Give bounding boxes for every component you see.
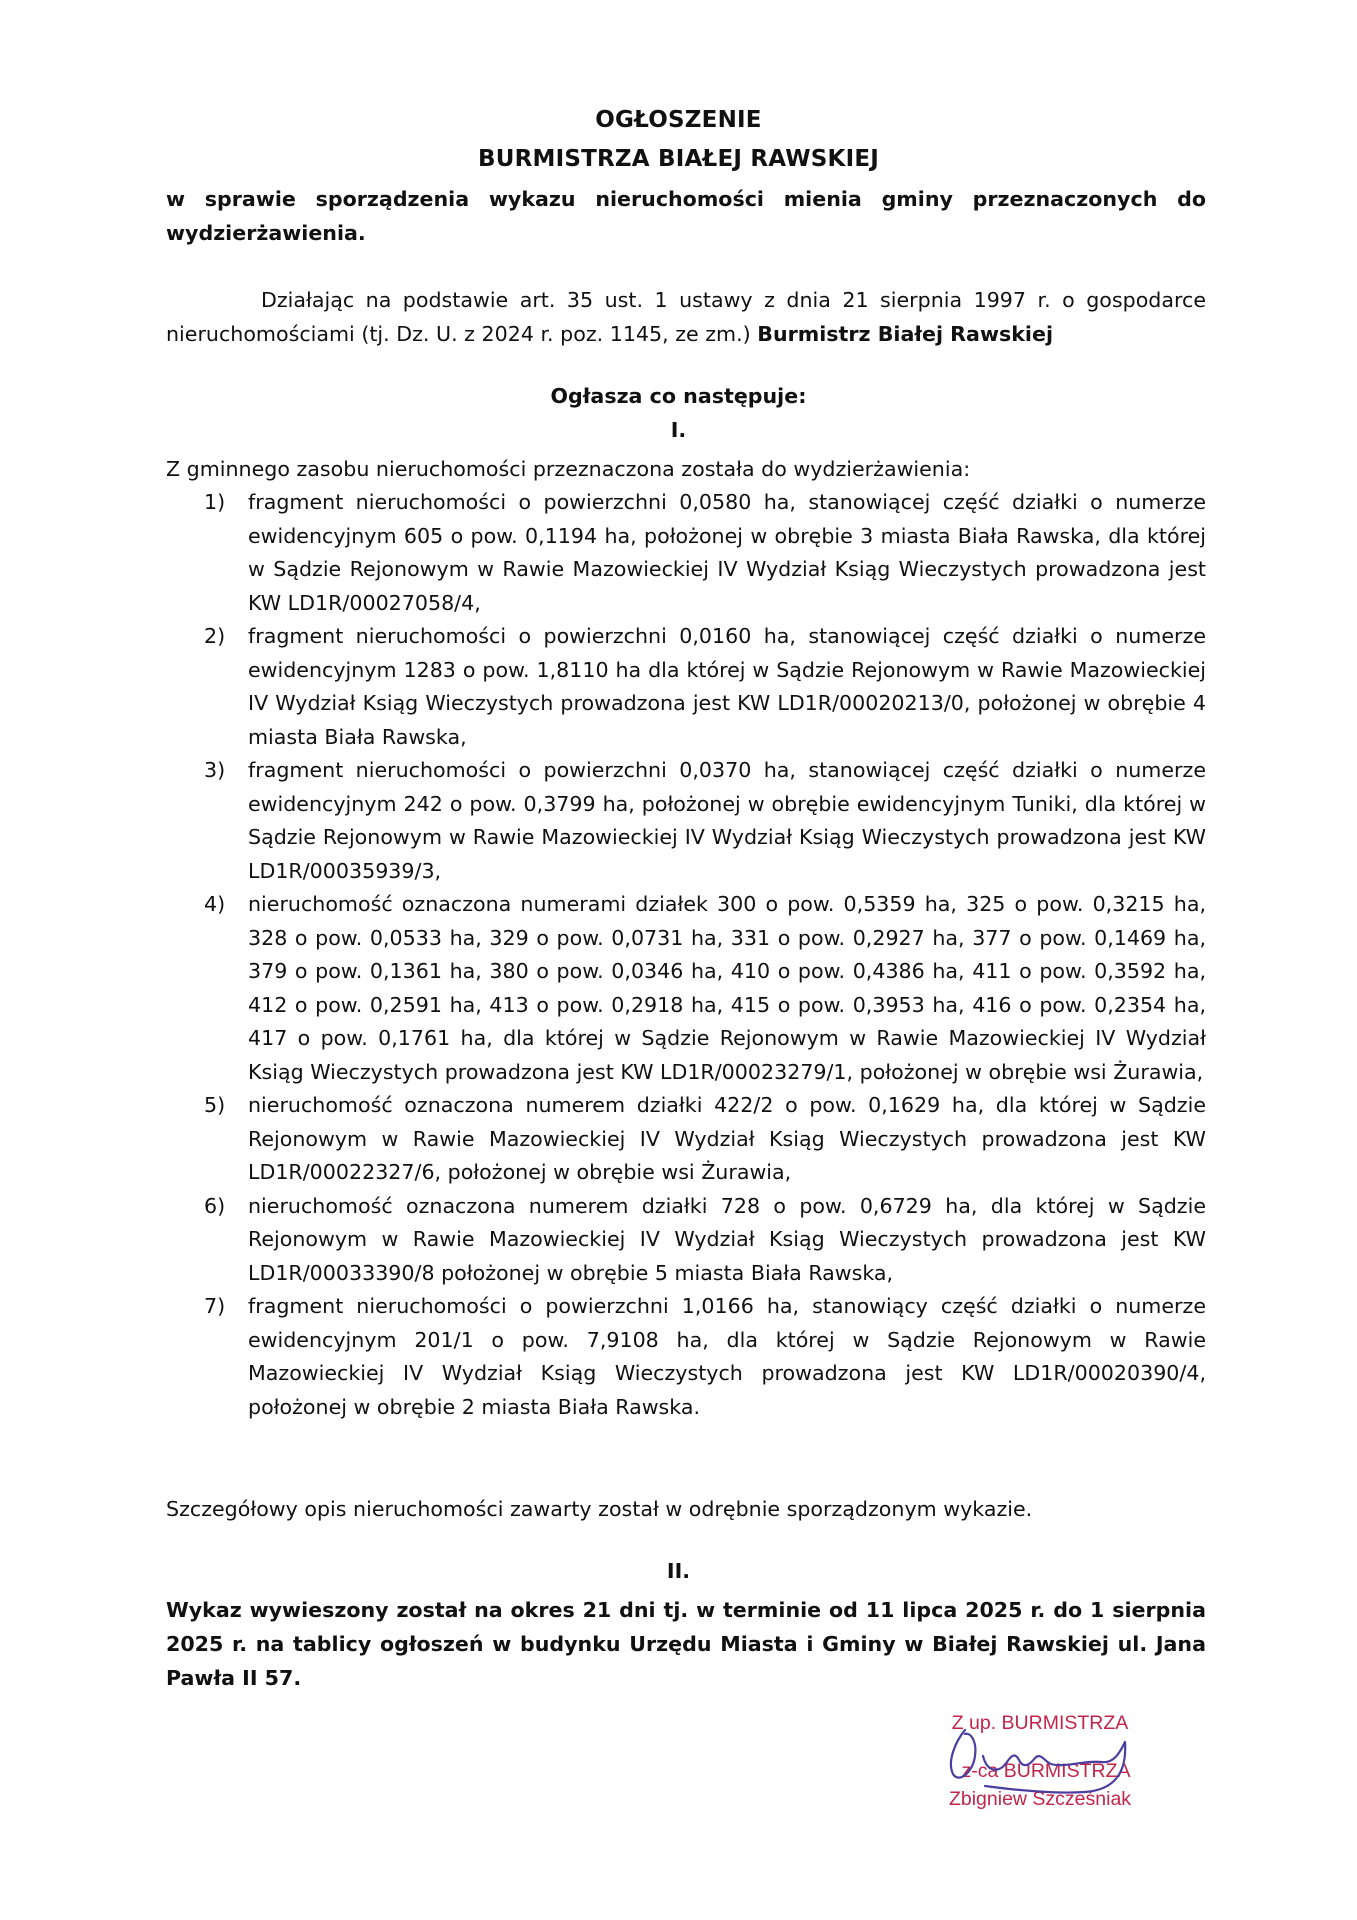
list-item bbox=[166, 754, 1206, 888]
legal-basis-text: Działając na podstawie art. 35 ust. 1 ustawy z dnia 21 sierpnia 1997 r. o gospodarce nieruchomościami (tj. Dz. U. z 2024 r. poz. 1145, ze zm.) bbox=[166, 288, 1206, 346]
list-item-number: 1) bbox=[204, 490, 226, 514]
section-1-numeral: I. bbox=[670, 418, 687, 442]
list-item-number: 7) bbox=[204, 1294, 226, 1318]
stamp-deputy-line: z-ca BURMISTRZA bbox=[961, 1760, 1131, 1782]
announces-heading: Ogłasza co następuje: bbox=[550, 384, 807, 408]
stamp-authority-line: Z up. BURMISTRZA bbox=[951, 1712, 1129, 1734]
list-item-number: 5) bbox=[204, 1093, 226, 1117]
document-title: OGŁOSZENIE bbox=[595, 107, 762, 133]
document-issuer: BURMISTRZA BIAŁEJ RAWSKIEJ bbox=[477, 146, 879, 172]
list-item-text: nieruchomość oznaczona numerem działki 728 o pow. 0,6729 ha, dla której w Sądzie Rejonowym w Rawie Mazowieckiej IV Wydział Ksiąg Wieczystych prowadzona jest KW LD1R/00033390/8 położonej w obrębie 5 miasta Biała Rawska, bbox=[248, 1193, 1206, 1285]
legal-basis-authority: Burmistrz Białej Rawskiej bbox=[757, 322, 1054, 346]
document-subject: w sprawie sporządzenia wykazu nieruchomości mienia gminy przeznaczonych do wydzierżawienia. bbox=[166, 187, 1206, 245]
list-item bbox=[166, 620, 1206, 754]
list-item bbox=[166, 1290, 1206, 1424]
list-item-number: 6) bbox=[204, 1193, 226, 1218]
list-item-number: 2) bbox=[204, 624, 226, 648]
handwritten-signature bbox=[925, 1712, 1165, 1802]
list-item-text: nieruchomość oznaczona numerami działek 300 o pow. 0,5359 ha, 325 o pow. 0,3215 ha, 328 o pow. 0,0533 ha, 329 o pow. 0,0731 ha, 331 o pow. 0,2927 ha, 377 o pow. 0,1469 ha, 379 o pow. 0,1361 ha, 380 o pow. 0,0346 ha, 410 o pow. 0,4386 ha, 411 o pow. 0,3592 ha, 412 o pow. 0,2591 ha, 413 o pow. 0,2918 ha, 415 o pow. 0,3953 ha, 416 o pow. 0,2354 ha, 417 o pow. 0,1761 ha, dla której w Sądzie Rejonowym w Rawie Mazowieckiej IV Wydział Ksiąg Wieczystych prowadzona jest KW LD1R/00023279/1, położonej w obrębie wsi Żurawia, bbox=[248, 892, 1206, 1084]
list-item-text: fragment nieruchomości o powierzchni 0,0580 ha, stanowiącej część działki o numerze ewidencyjnym 605 o pow. 0,1194 ha, położonej w obrębie 3 miasta Biała Rawska, dla której w Sądzie Rejonowym w Rawie Mazowieckiej IV Wydział Ksiąg Wieczystych prowadzona jest KW LD1R/00027058/4, bbox=[248, 490, 1206, 615]
list-item-number: 4) bbox=[204, 892, 226, 916]
list-item-number: 3) bbox=[204, 758, 226, 782]
list-item bbox=[166, 888, 1206, 1089]
list-item-text: nieruchomość oznaczona numerem działki 422/2 o pow. 0,1629 ha, dla której w Sądzie Rejonowym w Rawie Mazowieckiej IV Wydział Ksiąg Wieczystych prowadzona jest KW LD1R/00022327/6, położonej w obrębie wsi Żurawia, bbox=[248, 1093, 1206, 1184]
list-item bbox=[166, 486, 1206, 620]
list-item-text: fragment nieruchomości o powierzchni 0,0370 ha, stanowiącej część działki o numerze ewidencyjnym 242 o pow. 0,3799 ha, położonej w obrębie ewidencyjnym Tuniki, dla której w Sądzie Rejonowym w Rawie Mazowieckiej IV Wydział Ksiąg Wieczystych prowadzona jest KW LD1R/00035939/3, bbox=[248, 758, 1206, 883]
list-item-text: fragment nieruchomości o powierzchni 1,0166 ha, stanowiący część działki o numerze ewidencyjnym 201/1 o pow. 7,9108 ha, dla której w Sądzie Rejonowym w Rawie Mazowieckiej IV Wydział Ksiąg Wieczystych prowadzona jest KW LD1R/00020390/4, położonej w obrębie 2 miasta Biała Rawska. bbox=[248, 1294, 1206, 1419]
section-1-lead: Z gminnego zasobu nieruchomości przeznaczona została do wydzierżawienia: bbox=[166, 457, 971, 481]
legal-basis-paragraph bbox=[166, 283, 1206, 351]
section-2-numeral: II. bbox=[666, 1559, 691, 1583]
list-item bbox=[166, 1089, 1206, 1190]
list-item bbox=[166, 1190, 1206, 1291]
posting-notice: Wykaz wywieszony został na okres 21 dni tj. w terminie od 11 lipca 2025 r. do 1 sierpnia 2025 r. na tablicy ogłoszeń w budynku Urzędu Miasta i Gminy w Białej Rawskiej ul. Jana Pawła II 57. bbox=[166, 1598, 1206, 1690]
property-list bbox=[166, 486, 1206, 1424]
detail-note: Szczegółowy opis nieruchomości zawarty został w odrębnie sporządzonym wykazie. bbox=[166, 1497, 1033, 1521]
stamp-name-line: Zbigniew Szcześniak bbox=[948, 1788, 1132, 1810]
list-item-text: fragment nieruchomości o powierzchni 0,0160 ha, stanowiącej część działki o numerze ewidencyjnym 1283 o pow. 1,8110 ha dla której w Sądzie Rejonowym w Rawie Mazowieckiej IV Wydział Ksiąg Wieczystych prowadzona jest KW LD1R/00020213/0, położonej w obrębie 4 miasta Biała Rawska, bbox=[248, 624, 1206, 749]
